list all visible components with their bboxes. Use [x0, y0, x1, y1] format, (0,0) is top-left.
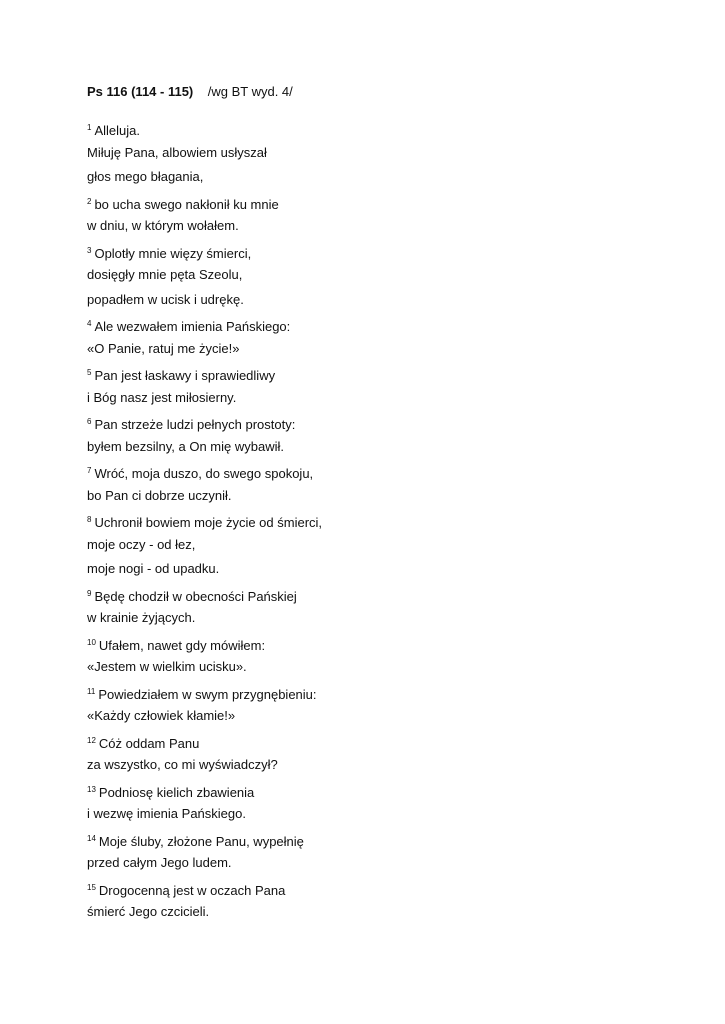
- psalm-line: [87, 410, 687, 435]
- psalm-line: [87, 263, 687, 288]
- psalm-line: [87, 361, 687, 386]
- line-text: Wróć, moja duszo, do swego spokoju,: [94, 466, 314, 481]
- line-text: Uchronił bowiem moje życie od śmierci,: [94, 515, 323, 530]
- verse-number: 15: [87, 882, 96, 892]
- line-text: Powiedziałem w swym przygnębieniu:: [98, 686, 317, 702]
- psalm-title: Ps 116 (114 - 115): [87, 84, 194, 99]
- psalm-line: [87, 459, 687, 484]
- psalm-line: [87, 508, 687, 533]
- psalm-line: [87, 337, 687, 362]
- line-text: głos mego błagania,: [87, 169, 204, 184]
- verse-number: 1: [87, 123, 92, 132]
- psalm-line: [87, 802, 687, 827]
- verse-number: 13: [87, 784, 96, 794]
- psalm-line: [87, 141, 687, 166]
- verse-number: 7: [87, 466, 92, 475]
- document-heading: [87, 82, 687, 102]
- line-text: Podniosę kielich zbawienia: [98, 784, 255, 800]
- document-page: [87, 82, 687, 925]
- psalm-line: [87, 655, 687, 680]
- line-text: Oplotły mnie więzy śmierci,: [94, 245, 252, 261]
- verse-number: 3: [87, 245, 92, 255]
- line-text: Drogocenną jest w oczach Pana: [98, 882, 286, 898]
- line-text: dosięgły mnie pęta Szeolu,: [87, 267, 243, 282]
- line-text: byłem bezsilny, a On mię wybawił.: [87, 438, 284, 454]
- line-text: śmierć Jego czcicieli.: [87, 904, 210, 919]
- line-text: moje nogi - od upadku.: [87, 561, 220, 576]
- line-text: w krainie żyjących.: [87, 610, 196, 625]
- line-text: Pan jest łaskawy i sprawiedliwy: [94, 368, 276, 383]
- verse-number: 2: [87, 196, 92, 206]
- line-text: w dniu, w którym wołałem.: [87, 218, 239, 233]
- line-text: Alleluja.: [94, 123, 140, 138]
- verse-number: 6: [87, 417, 92, 426]
- line-text: bo Pan ci dobrze uczynił.: [87, 487, 232, 503]
- psalm-line: [87, 606, 687, 631]
- line-text: Ale wezwałem imienia Pańskiego:: [94, 319, 291, 334]
- line-text: «O Panie, ratuj me życie!»: [87, 340, 240, 356]
- verse-number: 12: [87, 735, 96, 745]
- verse-number: 9: [87, 588, 92, 598]
- line-text: Ufałem, nawet gdy mówiłem:: [98, 637, 266, 653]
- line-text: i Bóg nasz jest miłosierny.: [87, 389, 237, 405]
- psalm-line: [87, 484, 687, 509]
- verse-number: 4: [87, 319, 92, 328]
- psalm-line: [87, 214, 687, 239]
- verse-number: 11: [87, 686, 96, 696]
- verse-number: 10: [87, 637, 96, 647]
- psalm-line: [87, 582, 687, 607]
- line-text: Będę chodził w obecności Pańskiej: [94, 588, 297, 604]
- psalm-line: [87, 827, 687, 852]
- heading-spacer: [197, 84, 204, 99]
- line-text: bo ucha swego nakłonił ku mnie: [94, 196, 279, 212]
- line-text: moje oczy - od łez,: [87, 536, 196, 552]
- line-text: Miłuję Pana, albowiem usłyszał: [87, 144, 267, 160]
- line-text: i wezwę imienia Pańskiego.: [87, 806, 246, 821]
- psalm-line: [87, 729, 687, 754]
- line-text: «Jestem w wielkim ucisku».: [87, 659, 247, 674]
- psalm-line: [87, 239, 687, 264]
- line-text: Pan strzeże ludzi pełnych prostoty:: [94, 417, 296, 432]
- verse-number: 8: [87, 515, 92, 524]
- psalm-line: [87, 557, 687, 582]
- line-text: przed całym Jego ludem.: [87, 855, 232, 870]
- psalm-line: [87, 386, 687, 411]
- line-text: za wszystko, co mi wyświadczył?: [87, 757, 278, 772]
- psalm-line: [87, 876, 687, 901]
- psalm-line: [87, 704, 687, 729]
- line-text: Moje śluby, złożone Panu, wypełnię: [98, 833, 304, 849]
- line-text: popadłem w ucisk i udrękę.: [87, 291, 244, 307]
- verse-number: 14: [87, 833, 96, 843]
- psalm-line: [87, 435, 687, 460]
- psalm-line: [87, 116, 687, 141]
- psalm-line: [87, 288, 687, 313]
- psalm-line: [87, 190, 687, 215]
- psalm-line: [87, 851, 687, 876]
- psalm-line: [87, 165, 687, 190]
- psalm-line: [87, 533, 687, 558]
- psalm-line: [87, 312, 687, 337]
- psalm-line: [87, 631, 687, 656]
- source-note: /wg BT wyd. 4/: [207, 84, 293, 99]
- verse-number: 5: [87, 368, 92, 377]
- psalm-text: [87, 116, 687, 925]
- psalm-line: [87, 680, 687, 705]
- psalm-line: [87, 900, 687, 925]
- psalm-line: [87, 778, 687, 803]
- line-text: Cóż oddam Panu: [98, 735, 200, 751]
- psalm-line: [87, 753, 687, 778]
- line-text: «Każdy człowiek kłamie!»: [87, 708, 236, 723]
